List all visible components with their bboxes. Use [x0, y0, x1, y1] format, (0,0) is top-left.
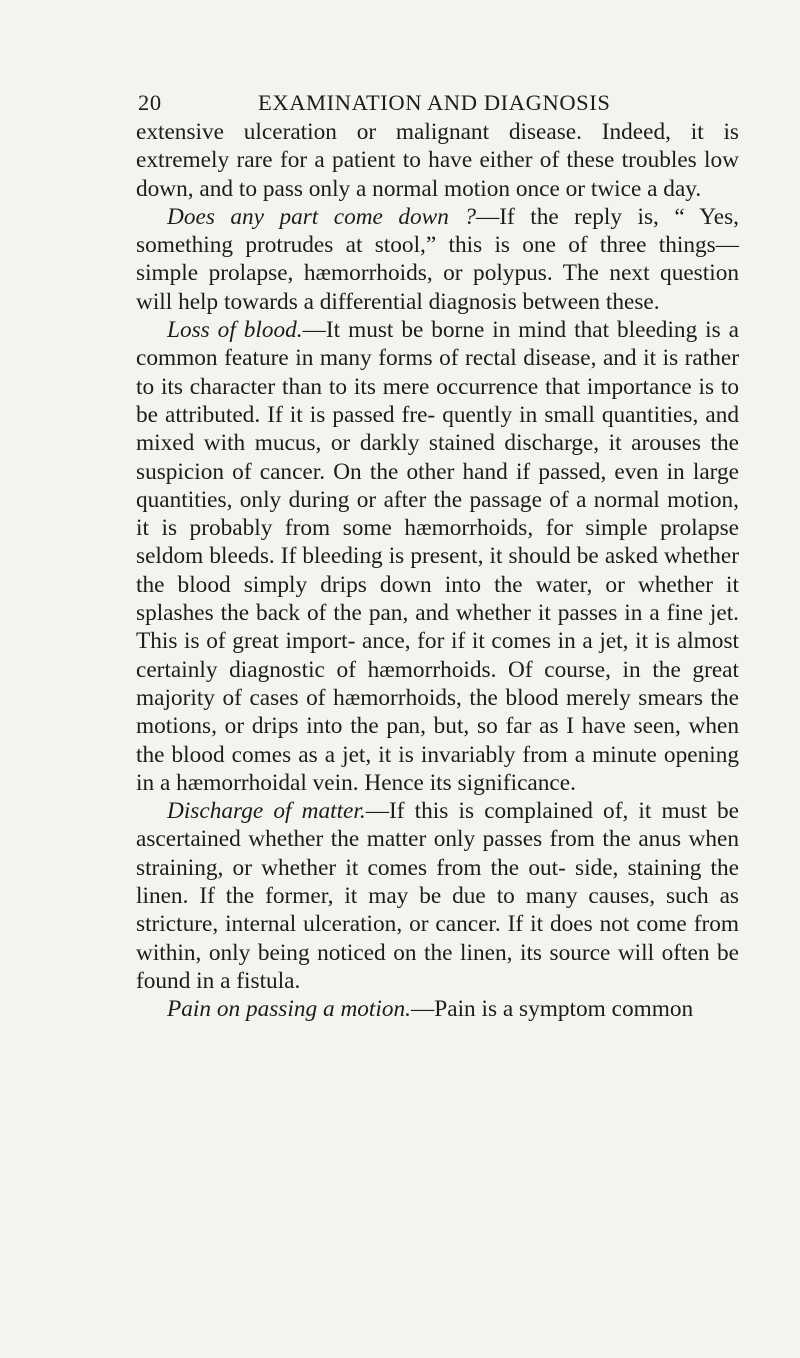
paragraph-part-come-down — [136, 203, 739, 316]
paragraph-text: —Pain is a symptom common — [410, 996, 694, 1023]
paragraph-text: extensive ulceration or malignant disease. Indeed, it is extremely rare for a patient to have either of these troubles low down, and to pass only a normal motion once or twice a day. — [136, 119, 739, 202]
paragraph-heading: Pain on passing a motion. — [167, 996, 411, 1023]
paragraph-heading: Does any part come down ? — [167, 203, 476, 230]
paragraph-text: —If the reply is, “ Yes, something protrudes at stool,” this is one of three things—simple prolapse, hæmorrhoids, or polypus. The next question will help towards a differential diagnosis between these. — [136, 203, 739, 315]
paragraph-heading: Discharge of matter. — [167, 798, 366, 825]
paragraph-heading: Loss of blood. — [167, 317, 303, 344]
body-text — [136, 118, 739, 1024]
paragraph-text: —If this is complained of, it must be ascertained whether the matter only passes from the anus when straining, or whether it comes from the out- side, staining the linen. If the former, it may be due to many causes, such as stricture, internal ulceration, or cancer. If it does not come from within, only being noticed on the linen, its source will often be found in a fistula. — [136, 798, 739, 994]
paragraph-pain-on-passing — [136, 995, 739, 1023]
paragraph-continuation — [136, 118, 739, 203]
running-title: EXAMINATION AND DIAGNOSIS — [258, 90, 611, 115]
running-header — [138, 90, 738, 120]
paragraph-discharge-of-matter — [136, 797, 739, 995]
paragraph-text: —It must be borne in mind that bleeding is a common feature in many forms of rectal disease, and it is rather to its character than to its mere occurrence that importance is to be attributed. If it is passed fre- quently in small quantities, and mixed with mucus, or darkly stained discharge, it arouses the suspicion of cancer. On the other hand if passed, even in large quantities, only during or after the passage of a normal motion, it is probably from some hæmorrhoids, for simple prolapse seldom bleeds. If bleeding is present, it should be asked whether the blood simply drips down into the water, or whether it splashes the back of the pan, and whether it passes in a fine jet. This is of great import- ance, for if it comes in a jet, it is almost certainly diagnostic of hæmorrhoids. Of course, in the great majority of cases of hæmorrhoids, the blood merely smears the motions, or drips into the pan, but, so far as I have seen, when the blood comes as a jet, it is invariably from a minute opening in a hæmorrhoidal vein. Hence its significance. — [136, 317, 739, 796]
page-number: 20 — [138, 90, 162, 115]
paragraph-loss-of-blood — [136, 316, 739, 797]
